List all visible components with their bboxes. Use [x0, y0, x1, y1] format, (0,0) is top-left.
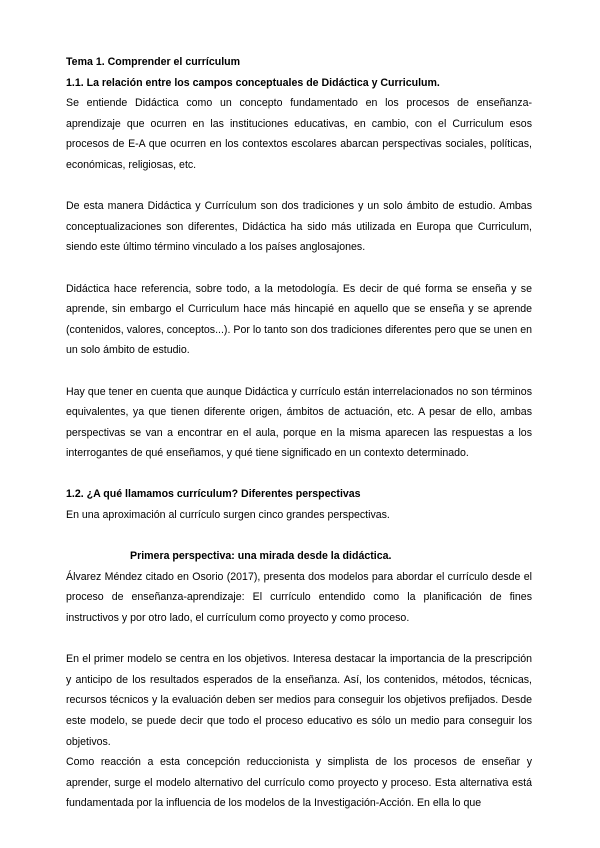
- paragraph-1: Se entiende Didáctica como un concepto fundamentado en los procesos de enseñanza-aprendizaje que ocurren en las instituciones educativas, en cambio, con el Curriculum esos procesos de E-A que ocurren en los contextos escolares abarcan perspectivas sociales, políticas, económicas, religiosas, etc.: [66, 97, 532, 171]
- paragraph-6: Álvarez Méndez citado en Osorio (2017), presenta dos modelos para abordar el currículo desde el proceso de enseñanza-aprendizaje: El currículo entendido como la planificación de fines instructivos y por otro lado, el currículum como proyecto y como proceso.: [66, 570, 532, 625]
- paragraph-gap: [66, 258, 532, 279]
- paragraph-7: En el primer modelo se centra en los objetivos. Interesa destacar la importancia de la prescripción y anticipo de los resultados esperados de la enseñanza. Así, los contenidos, métodos, técnicas, recursos técnicos y la evaluación deben ser medios para conseguir los objetivos prefijados. Desde este modelo, se puede decir que todo el proceso educativo es sólo un medio para conseguir los objetivos.: [66, 653, 532, 748]
- paragraph-3: Didáctica hace referencia, sobre todo, a la metodología. Es decir de qué forma se enseña y se aprende, sin embargo el Curriculum hace más hincapié en aquello que se enseña y se aprende (contenidos, valores, conceptos...). Por lo tanto son dos tradiciones diferentes pero que se unen en un solo ámbito de estudio.: [66, 282, 532, 357]
- paragraph-5: En una aproximación al currículo surgen cinco grandes perspectivas.: [66, 509, 390, 522]
- paragraph-gap: [66, 361, 532, 382]
- heading-tema-1: Tema 1. Comprender el currículum: [66, 56, 241, 68]
- paragraph-gap: [66, 526, 532, 547]
- paragraph-gap: [66, 464, 532, 485]
- paragraph-gap: [66, 629, 532, 650]
- document-body: [66, 52, 532, 814]
- subheading-primera-perspectiva: Primera perspectiva: una mirada desde la didáctica.: [130, 550, 392, 563]
- paragraph-2: De esta manera Didáctica y Currículum son dos tradiciones y un solo ámbito de estudio. Ambas conceptualizaciones son diferentes, Didáctica ha sido más utilizada en Europa que Curriculum, siendo este último término vinculado a los países anglosajones.: [66, 200, 532, 254]
- paragraph-4: Hay que tener en cuenta que aunque Didáctica y currículo están interrelacionados no son términos equivalentes, ya que tienen diferente origen, ámbitos de actuación, etc. A pesar de ello, ambas perspectivas se van a encontrar en el aula, porque en la misma aparecen las respuestas a los interrogantes de qué enseñamos, y qué tiene significado en un contexto determinado.: [66, 385, 532, 460]
- heading-section-1-1: 1.1. La relación entre los campos conceptuales de Didáctica y Curriculum.: [66, 76, 440, 89]
- heading-section-1-2: 1.2. ¿A qué llamamos currículum? Diferentes perspectivas: [66, 488, 361, 501]
- paragraph-8: Como reacción a esta concepción reduccionista y simplista de los procesos de enseñar y aprender, surge el modelo alternativo del currículo como proyecto y proceso. Esta alternativa está fundamentada por la influencia de los modelos de la Investigación-Acción. En ella lo que: [66, 756, 532, 810]
- paragraph-gap: [66, 176, 532, 197]
